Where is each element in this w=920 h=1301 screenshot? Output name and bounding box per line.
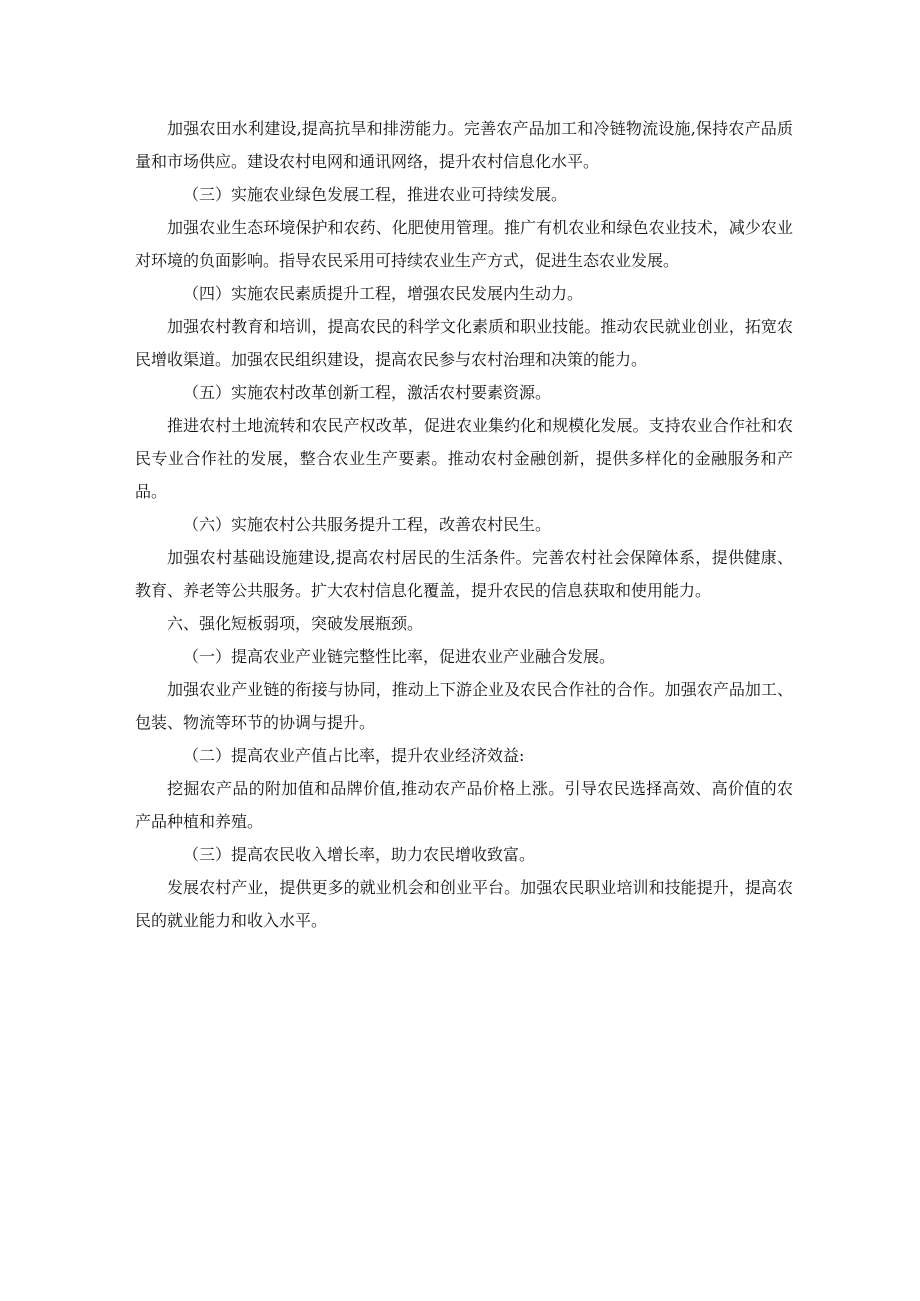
heading-income-growth: （三）提高农民收入增长率，助力农民增收致富。 <box>183 845 536 864</box>
paragraph-infrastructure: 加强农村基础设施建设,提高农村居民的生活条件。完善农村社会保障体系，提供健康、教育、养老等公共服务。扩大农村信息化覆盖，提升农民的信息获取和使用能力。 <box>135 548 793 600</box>
heading-industry-chain: （一）提高农业产业链完整性比率，促进农业产业融合发展。 <box>183 647 616 666</box>
heading-farmer-quality: （四）实施农民素质提升工程，增强农民发展内生动力。 <box>183 284 584 303</box>
paragraph-education: 加强农村教育和培训，提高农民的科学文化素质和职业技能。推动农民就业创业，拓宽农民增收渠道。加强农民组织建设，提高农民参与农村治理和决策的能力。 <box>135 317 793 369</box>
paragraph-water-conservancy: 加强农田水利建设,提高抗旱和排涝能力。完善农产品加工和冷链物流设施,保持农产品质量和市场供应。建设农村电网和通讯网络，提升农村信息化水平。 <box>135 119 793 171</box>
heading-public-service: （六）实施农村公共服务提升工程，改善农村民生。 <box>183 515 552 534</box>
paragraph-land-reform: 推进农村土地流转和农民产权改革，促进农业集约化和规模化发展。支持农业合作社和农民专业合作社的发展，整合农业生产要素。推动农村金融创新，提供多样化的金融服务和产品。 <box>135 416 793 501</box>
paragraph-industry-chain: 加强农业产业链的衔接与协同，推动上下游企业及农民合作社的合作。加强农产品加工、包装、物流等环节的协调与提升。 <box>135 680 793 732</box>
heading-output-value: （二）提高农业产值占比率，提升农业经济效益: <box>183 746 525 765</box>
heading-green-development: （三）实施农业绿色发展工程，推进农业可持续发展。 <box>183 185 568 204</box>
paragraph-ecology: 加强农业生态环境保护和农药、化肥使用管理。推广有机农业和绿色农业技术，减少农业对环境的负面影响。指导农民采用可持续农业生产方式，促进生态农业发展。 <box>135 218 793 270</box>
paragraph-added-value: 挖掘农产品的附加值和品牌价值,推动农产品价格上涨。引导农民选择高效、高价值的农产品种植和养殖。 <box>135 779 793 831</box>
paragraph-rural-industry: 发展农村产业，提供更多的就业机会和创业平台。加强农民职业培训和技能提升，提高农民的就业能力和收入水平。 <box>135 878 793 930</box>
section-heading-weaknesses: 六、强化短板弱项，突破发展瓶颈。 <box>167 614 424 633</box>
heading-reform-innovation: （五）实施农村改革创新工程，激活农村要素资源。 <box>183 383 552 402</box>
document-body <box>135 112 793 937</box>
